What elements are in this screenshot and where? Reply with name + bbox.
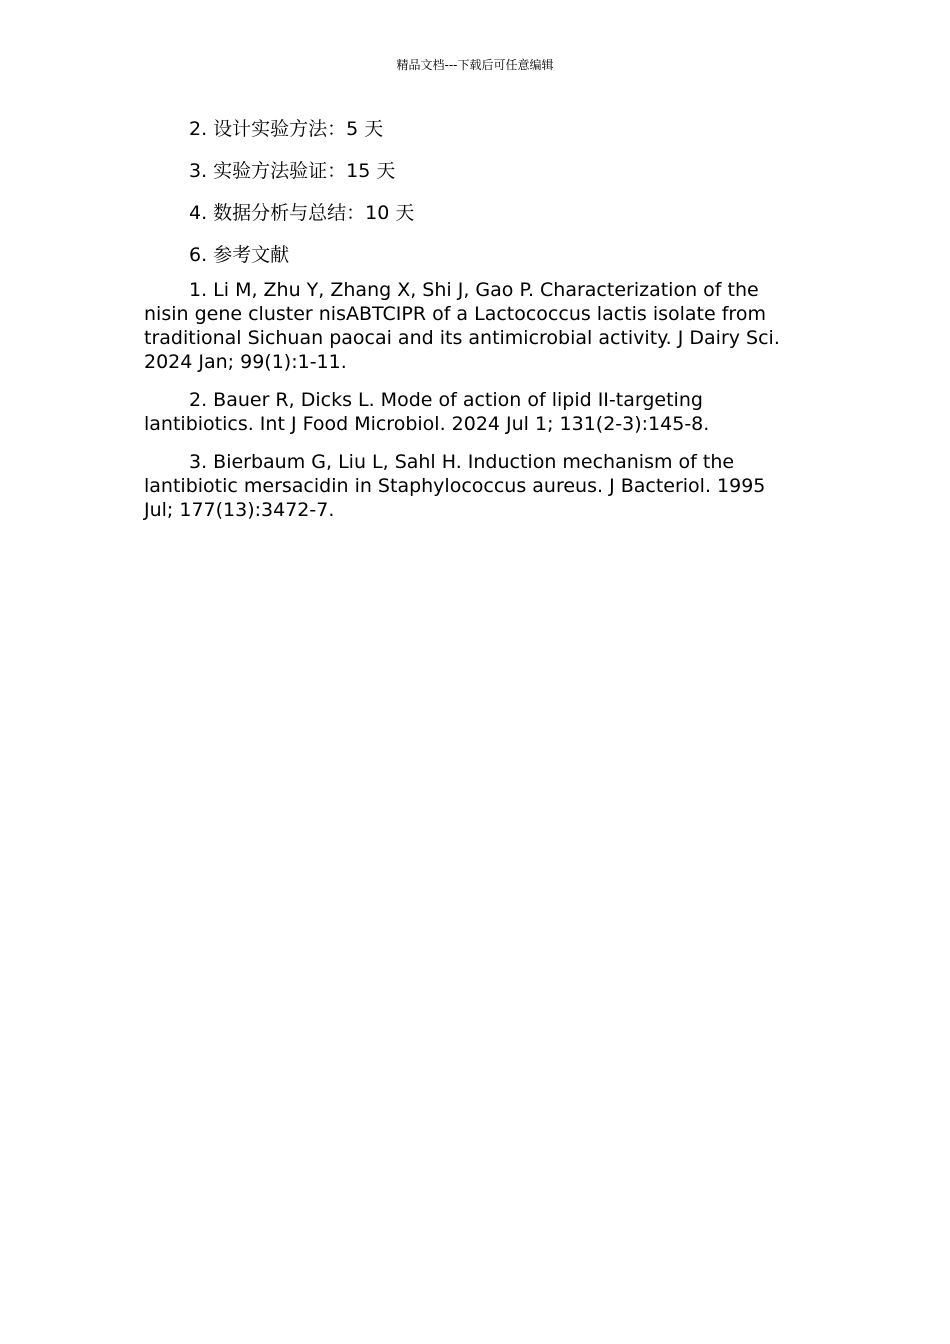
document-body	[144, 116, 794, 536]
schedule-step: 2. 设计实验方法：5 天	[189, 118, 384, 140]
schedule-step: 3. 实验方法验证：15 天	[189, 160, 396, 182]
page-header: 精品文档---下载后可任意编辑	[396, 58, 554, 72]
schedule-step: 4. 数据分析与总结：10 天	[189, 202, 415, 224]
reference-item: 3. Bierbaum G, Liu L, Sahl H. Induction mechanism of the lantibiotic mersacidin in Staphylococcus aureus. J Bacteriol. 1995 Jul; 177(13):3472-7.	[144, 451, 766, 521]
reference-item: 1. Li M, Zhu Y, Zhang X, Shi J, Gao P. Characterization of the nisin gene cluster nisABTCIPR of a Lactococcus lactis isolate from traditional Sichuan paocai and its antimicrobial activity. J Dairy Sci. 2024 Jan; 99(1):1-11.	[144, 279, 780, 373]
reference-item: 2. Bauer R, Dicks L. Mode of action of lipid II-targeting lantibiotics. Int J Food Microbiol. 2024 Jul 1; 131(2-3):145-8.	[144, 389, 710, 435]
references-heading: 6. 参考文献	[189, 244, 290, 266]
